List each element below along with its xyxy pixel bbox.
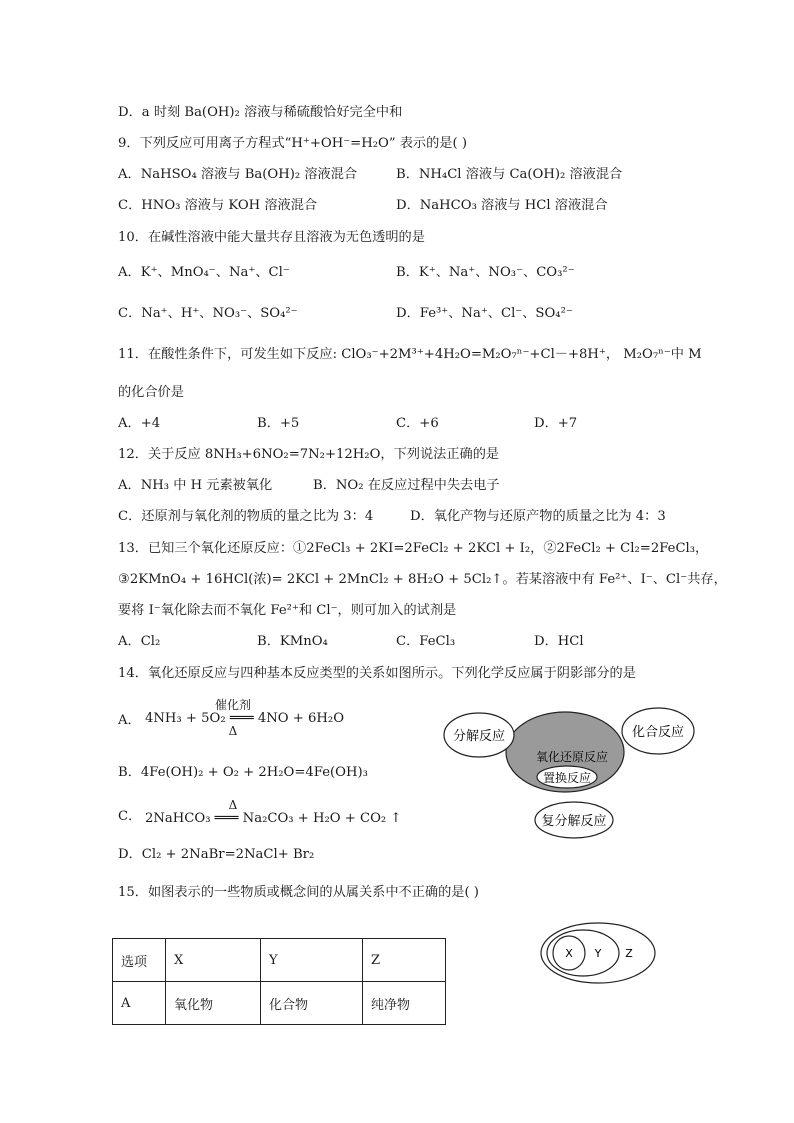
- double-decomposition-label: 复分解反应: [541, 814, 607, 829]
- q15-stem: 15．如图表示的一些物质或概念间的从属关系中不正确的是( ): [118, 885, 479, 900]
- redox-label: 氧化还原反应: [535, 750, 609, 764]
- q10-option-b: B．K⁺、Na⁺、NO₃⁻、CO₃²⁻: [396, 265, 575, 280]
- q10-option-a: A．K⁺、MnO₄⁻、Na⁺、Cl⁻: [118, 265, 290, 280]
- q11-option-c: C．+6: [396, 416, 439, 431]
- q12-option-a: A．NH₃ 中 H 元素被氧化: [118, 478, 273, 493]
- combination-label: 化合反应: [631, 725, 685, 740]
- q9-stem: 9．下列反应可用离子方程式“H⁺+OH⁻=H₂O” 表示的是( ): [118, 136, 467, 151]
- q11-stem-line-2: 的化合价是: [118, 385, 184, 400]
- q14-option-a-condition-bottom: Δ: [228, 724, 238, 738]
- q14-option-a-equation: 4NH₃ + 5O₂ ═══ 4NO + 6H₂O: [145, 711, 345, 726]
- q14-option-c-equation: 2NaHCO₃ ═══ Na₂CO₃ + H₂O + CO₂ ↑: [145, 811, 402, 826]
- q10-option-c: C．Na⁺、H⁺、NO₃⁻、SO₄²⁻: [118, 306, 298, 321]
- x-label: X: [565, 947, 573, 960]
- q12-option-b: B．NO₂ 在反应过程中失去电子: [313, 478, 500, 493]
- q9-option-d: D．NaHCO₃ 溶液与 HCl 溶液混合: [396, 198, 608, 213]
- q13-line-3: 要将 I⁻氧化除去而不氧化 Fe²⁺和 Cl⁻，则可加入的试剂是: [118, 603, 457, 618]
- q14-option-a-label: A．: [118, 713, 141, 728]
- table-header-cell: Z: [363, 939, 446, 982]
- q14-option-b: B．4Fe(OH)₂ + O₂ + 2H₂O=4Fe(OH)₃: [118, 765, 368, 780]
- table-row: [113, 982, 446, 1025]
- q14-option-c-condition: Δ: [228, 798, 238, 812]
- q13-option-a: A．Cl₂: [118, 634, 161, 649]
- table-cell: A: [113, 982, 166, 1025]
- q11-option-d: D．+7: [534, 416, 578, 431]
- q13-option-d: D．HCl: [534, 634, 584, 649]
- z-label: Z: [625, 947, 633, 960]
- table-header-row: [113, 939, 446, 982]
- q15-options-table: [112, 938, 446, 1025]
- q8-option-d: D．a 时刻 Ba(OH)₂ 溶液与稀硫酸恰好完全中和: [118, 105, 403, 120]
- q11-option-b: B．+5: [257, 416, 300, 431]
- table-cell: 氧化物: [166, 982, 261, 1025]
- q14-stem: 14．氧化还原反应与四种基本反应类型的关系如图所示。下列化学反应属于阴影部分的是: [118, 666, 636, 681]
- decomposition-label: 分解反应: [452, 729, 506, 744]
- reaction-type-diagram: [435, 700, 700, 840]
- q13-line-2: ③2KMnO₄ + 16HCl(浓)= 2KCl + 2MnCl₂ + 8H₂O + 5Cl₂↑。若某溶液中有 Fe²⁺、I⁻、Cl⁻共存，: [118, 572, 727, 587]
- table-cell: 化合物: [261, 982, 363, 1025]
- q14-option-c-label: C．: [118, 809, 142, 824]
- q12-stem: 12．关于反应 8NH₃+6NO₂=7N₂+12H₂O，下列说法正确的是: [118, 447, 500, 462]
- q12-option-c: C．还原剂与氧化剂的物质的量之比为 3：4: [118, 509, 374, 524]
- y-ellipse: [547, 930, 619, 976]
- q13-line-1: 13．已知三个氧化还原反应：①2FeCl₃ + 2KI=2FeCl₂ + 2KCl + I₂，②2FeCl₂ + Cl₂=2FeCl₃，: [118, 541, 709, 556]
- q10-option-d: D．Fe³⁺、Na⁺、Cl⁻、SO₄²⁻: [396, 306, 573, 321]
- q9-option-a: A．NaHSO₄ 溶液与 Ba(OH)₂ 溶液混合: [118, 167, 358, 182]
- q9-option-c: C．HNO₃ 溶液与 KOH 溶液混合: [118, 198, 318, 213]
- table-header-cell: X: [166, 939, 261, 982]
- q9-option-b: B．NH₄Cl 溶液与 Ca(OH)₂ 溶液混合: [396, 167, 623, 182]
- displacement-label: 置换反应: [542, 771, 592, 785]
- q14-option-d: D．Cl₂ + 2NaBr=2NaCl+ Br₂: [118, 847, 315, 862]
- q10-stem: 10．在碱性溶液中能大量共存且溶液为无色透明的是: [118, 230, 425, 245]
- subset-diagram: [538, 920, 658, 986]
- q14-option-a-condition-top: 催化剂: [214, 698, 251, 712]
- q11-option-a: A．+4: [118, 416, 161, 431]
- table-header-cell: 选项: [113, 939, 166, 982]
- q13-option-c: C．FeCl₃: [396, 634, 456, 649]
- q13-option-b: B．KMnO₄: [257, 634, 328, 649]
- q11-stem-line-1: 11．在酸性条件下，可发生如下反应: ClO₃⁻+2M³⁺+4H₂O=M₂O₇ⁿ⁻+Cl－+8H⁺， M₂O₇ⁿ⁻中 M: [118, 347, 702, 362]
- y-label: Y: [594, 947, 602, 960]
- q12-option-d: D．氧化产物与还原产物的质量之比为 4：3: [410, 509, 666, 524]
- table-header-cell: Y: [261, 939, 363, 982]
- table-cell: 纯净物: [363, 982, 446, 1025]
